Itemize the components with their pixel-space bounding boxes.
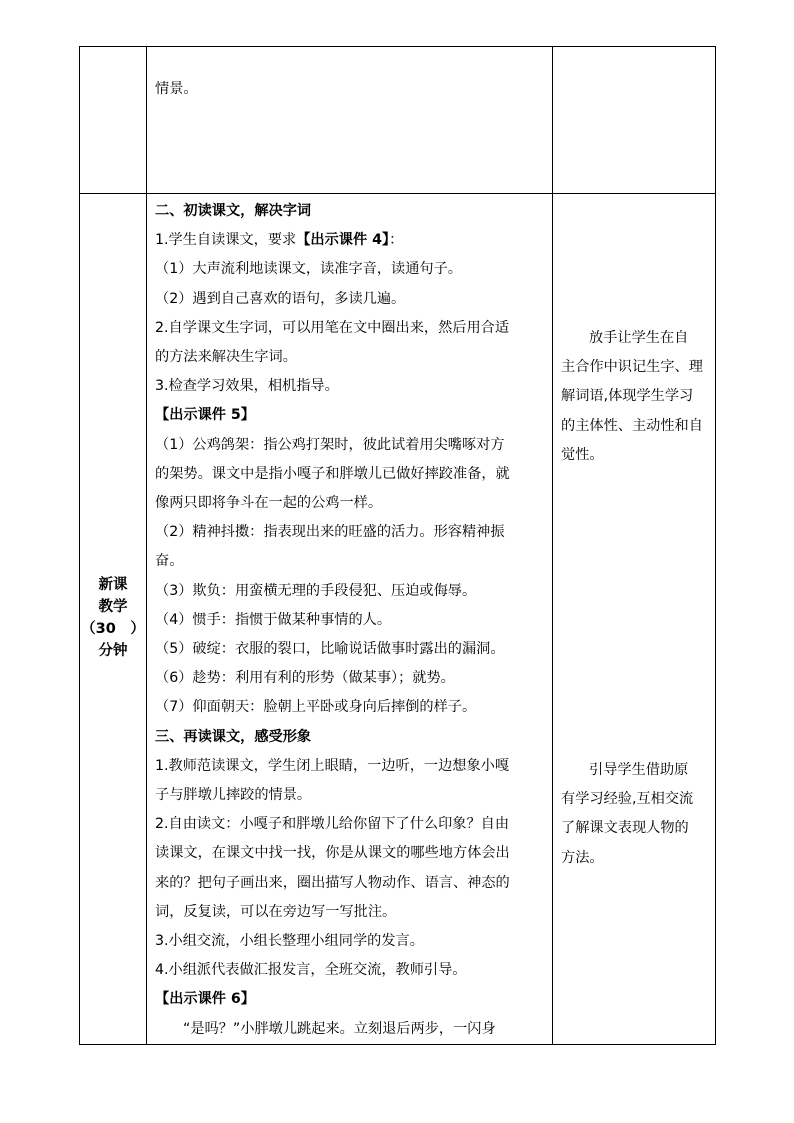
vocab-1-line3: 像两只即将争斗在一起的公鸡一样。: [155, 495, 383, 512]
design-note-1: 放手让学生在自 主合作中识记生字、理 解词语,体现学生学习 的主体性、主动性和自 觉性。: [561, 330, 703, 463]
table-row: [80, 47, 716, 194]
quote-text: “是吗？”小胖墩儿跳起来。立刻退后两步，一闪身: [183, 1020, 496, 1037]
vocab-2-line1: （2）精神抖擞：指表现出来的旺盛的活力。形容精神振: [155, 524, 505, 541]
vocab-3: （3）欺负：用蛮横无理的手段侵犯、压迫或侮辱。: [155, 582, 477, 599]
lesson-content: [147, 194, 552, 1044]
section-label-cell: [80, 194, 147, 1045]
content-cell: [147, 194, 553, 1045]
step-2-3: 3.检查学习效果，相机指导。: [155, 378, 339, 395]
section-heading-2: 二、初读课文，解决字词: [155, 203, 312, 219]
vocab-6: （6）趁势：利用有利的形势（做某事）；就势。: [155, 670, 455, 687]
design-notes: [553, 194, 715, 873]
vocab-4: （4）惯手：指惯于做某种事情的人。: [155, 611, 392, 628]
continued-text: 情景。: [155, 81, 198, 97]
section-label: 新课 教学 （30 ） 分钟: [81, 577, 145, 659]
step-3-4: 4.小组派代表做汇报发言，全班交流，教师引导。: [155, 962, 467, 979]
courseware-5-label: 【出示课件 5】: [155, 407, 255, 424]
vocab-5: （5）破绽：衣服的裂口，比喻说话做事时露出的漏洞。: [155, 641, 505, 658]
label-cell-empty: [80, 47, 147, 194]
notes-cell-top: [553, 47, 716, 194]
table-row: [80, 194, 716, 1045]
step-2-2-line2: 的方法来解决生字词。: [155, 349, 297, 366]
step-2-1: 1.学生自读课文，要求【出示课件 4】：: [155, 232, 404, 249]
step-3-2-line1: 2.自由读文：小嘎子和胖墩儿给你留下了什么印象？自由: [155, 816, 510, 833]
courseware-6-label: 【出示课件 6】: [155, 991, 255, 1008]
vocab-2-line2: 奋。: [155, 553, 184, 570]
vocab-1-line2: 的架势。课文中是指小嘎子和胖墩儿已做好摔跤准备，就: [155, 465, 510, 482]
step-3-3: 3.小组交流，小组长整理小组同学的发言。: [155, 933, 424, 950]
step-2-1a: （1）大声流利地读课文，读准字音，读通句子。: [155, 261, 462, 278]
section-heading-3: 三、再读课文，感受形象: [155, 728, 312, 745]
content-cell-top: [147, 47, 553, 194]
design-note-2: 引导学生借助原 有学习经验,互相交流 了解课文表现人物的 方法。: [561, 762, 694, 866]
step-3-2-line4: 词，反复读，可以在旁边写一写批注。: [155, 903, 397, 920]
step-3-1-line1: 1.教师范读课文，学生闭上眼睛，一边听，一边想象小嘎: [155, 757, 510, 774]
step-2-1b: （2）遇到自己喜欢的语句，多读几遍。: [155, 290, 406, 307]
vocab-1-line1: （1）公鸡鸽架：指公鸡打架时，彼此试着用尖嘴啄对方: [155, 436, 505, 453]
step-3-2-line3: 来的？把句子画出来，圈出描写人物动作、语言、神态的: [155, 874, 510, 891]
lesson-plan-table: [79, 46, 716, 1045]
notes-cell: [553, 194, 716, 1045]
step-3-1-line2: 子与胖墩儿摔跤的情景。: [155, 787, 312, 804]
step-3-2-line2: 读课文，在课文中找一找，你是从课文的哪些地方体会出: [155, 845, 510, 862]
vocab-7: （7）仰面朝天：脸朝上平卧或身向后摔倒的样子。: [155, 699, 477, 716]
step-2-2-line1: 2.自学课文生字词，可以用笔在文中圈出来，然后用合适: [155, 319, 510, 336]
